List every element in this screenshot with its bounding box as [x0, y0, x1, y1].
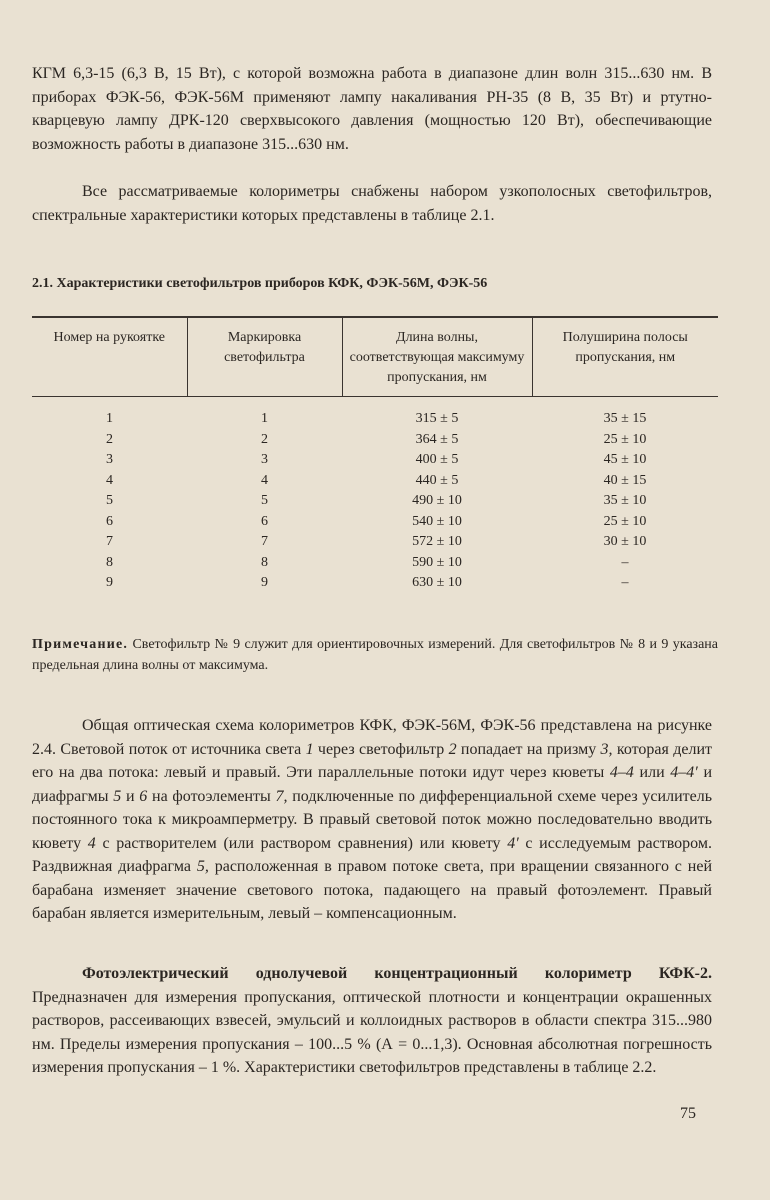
text-run: подключенные по дифференциальной схеме через усилитель постоянного тока к микроамперметру. В правый световой поток можно последовательно вводить кювету	[32, 787, 713, 852]
page-number: 75	[680, 1105, 696, 1122]
table-row	[32, 471, 718, 492]
table-cell: –	[621, 554, 629, 570]
table-cell: 6	[106, 513, 113, 529]
column-header-handle-number: Номер на рукоятке	[32, 317, 187, 397]
table-cell: 3	[261, 452, 268, 467]
table-row	[32, 430, 718, 451]
column-header-half-width: Полуширина полосы пропускания, нм	[532, 317, 718, 397]
table-row	[32, 532, 718, 553]
table-cell: 2	[106, 431, 113, 447]
figure-ref: 3,	[600, 740, 613, 758]
table-cell: 630 ± 10	[412, 575, 462, 590]
table-cell: 45 ± 10	[603, 452, 647, 467]
table-cell: 9	[261, 575, 268, 590]
paragraph-optical-scheme	[32, 714, 712, 926]
figure-ref: 4–4	[609, 764, 634, 781]
text-run: которая делит его на два потока: левый и правый. Эти параллельные потоки идут через кюветы	[32, 740, 713, 781]
table-cell: 6	[261, 513, 268, 529]
figure-ref: 1	[305, 740, 314, 758]
table-header-row	[32, 317, 718, 397]
table-row	[32, 397, 718, 430]
paragraph-filters-intro: Все рассматриваемые колориметры снабжены набором узкополосных светофильтров, спектральные характеристики которых представлены в таблице 2.1.	[32, 183, 712, 224]
table-cell: 9	[106, 575, 113, 590]
table-cell: 5	[106, 493, 113, 508]
table-cell: 40 ± 15	[603, 472, 647, 488]
kfk2-text: Предназначен для измерения пропускания, оптической плотности и концентрации окрашенных растворов, рассеивающих взвесей, эмульсий и коллоидных растворов в области спектра 315...980 нм. Пределы измерения пропускания – 100...5 % (А = 0...1,3). Основная абсолютная погрешность измерения пропускания – 1 %. Характеристики светофильтров представлены в таблице 2.2.	[32, 988, 712, 1076]
figure-ref: 2	[448, 740, 457, 758]
table-note	[32, 634, 718, 676]
table-cell: 8	[106, 554, 113, 570]
table-cell: 490 ± 10	[412, 493, 462, 508]
figure-ref: 4–4′	[670, 764, 698, 781]
table-cell: 1	[261, 411, 268, 426]
figure-ref: 5	[113, 787, 122, 805]
text-run: и диафрагмы	[32, 764, 713, 805]
table-cell: 3	[106, 452, 113, 467]
figure-ref: 4	[87, 834, 96, 852]
table-cell: 540 ± 10	[412, 513, 462, 529]
table-row	[32, 450, 718, 471]
table-row	[32, 491, 718, 512]
table-cell: 4	[261, 472, 268, 488]
table-row	[32, 573, 718, 594]
paragraph-kfk2	[32, 962, 712, 1080]
table-cell: 2	[261, 431, 268, 447]
filters-table	[32, 316, 718, 594]
table-cell: 400 ± 5	[415, 452, 459, 467]
table-cell: 315 ± 5	[415, 411, 459, 426]
text-run: и	[121, 787, 140, 805]
text-run: или	[633, 764, 671, 781]
text-run: расположенная в правом потоке света, при вращении связанного с ней барабана изменяет значение светового потока, падающего на правый фотоэлемент. Правый барабан является измерительным, левый – компенсационным.	[32, 858, 713, 922]
table-cell: 35 ± 10	[603, 493, 647, 508]
table-row	[32, 553, 718, 574]
paragraph-lamps: КГМ 6,3-15 (6,3 В, 15 Вт), с которой возможна работа в диапазоне длин волн 315...630 нм. В приборах ФЭК-56, ФЭК-56М применяют лампу накаливания РН-35 (8 В, 35 Вт) и ртутно-кварцевую лампу ДРК-120 сверхвысокого давления (мощностью 120 Вт), обеспечивающие возможность работы в диапазоне 315...630 нм.	[32, 65, 712, 153]
text-run: с исследуемым раствором. Раздвижная диафрагма	[32, 834, 713, 875]
text-run: с растворителем (или раствором сравнения) или кювету	[95, 834, 508, 852]
figure-ref: 4′	[507, 834, 519, 852]
table-cell: 1	[106, 411, 113, 426]
figure-ref: 5,	[196, 858, 209, 875]
table-cell: 7	[261, 534, 268, 549]
table-cell: 364 ± 5	[415, 431, 459, 447]
table-cell: –	[621, 575, 629, 590]
text-run: Общая оптическая схема колориметров КФК, ФЭК-56М, ФЭК-56 представлена на рисунке 2.4. Световой поток от источника света	[32, 717, 712, 758]
table-cell: 8	[261, 554, 268, 570]
note-text: Светофильтр № 9 служит для ориентировочных измерений. Для светофильтров № 8 и 9 указана предельная длина волны от максимума.	[32, 637, 718, 673]
table-cell: 572 ± 10	[412, 534, 462, 549]
table-cell: 4	[106, 472, 113, 488]
figure-ref: 7,	[275, 787, 288, 805]
text-run: попадает на призму	[456, 740, 601, 758]
note-label: Примечание.	[32, 637, 129, 652]
text-run: на фотоэлементы	[147, 787, 276, 805]
table-cell: 35 ± 15	[603, 411, 647, 426]
figure-ref: 6	[139, 787, 148, 805]
table-cell: 30 ± 10	[603, 534, 647, 549]
table-caption: 2.1. Характеристики светофильтров приборов КФК, ФЭК-56М, ФЭК-56	[32, 276, 488, 291]
table-row	[32, 512, 718, 533]
table-cell: 25 ± 10	[603, 431, 647, 447]
table-cell: 7	[106, 534, 113, 549]
kfk2-heading: Фотоэлектрический однолучевой концентрационный колориметр КФК-2.	[82, 965, 712, 982]
table-cell: 590 ± 10	[412, 554, 462, 570]
text-run: через светофильтр	[313, 740, 449, 758]
table-cell: 5	[261, 493, 268, 508]
column-header-wavelength: Длина волны, соответствующая максимуму пропускания, нм	[342, 317, 532, 397]
table-cell: 440 ± 5	[415, 472, 459, 488]
table-cell: 25 ± 10	[603, 513, 647, 529]
column-header-filter-marking: Маркировка светофильтра	[187, 317, 342, 397]
